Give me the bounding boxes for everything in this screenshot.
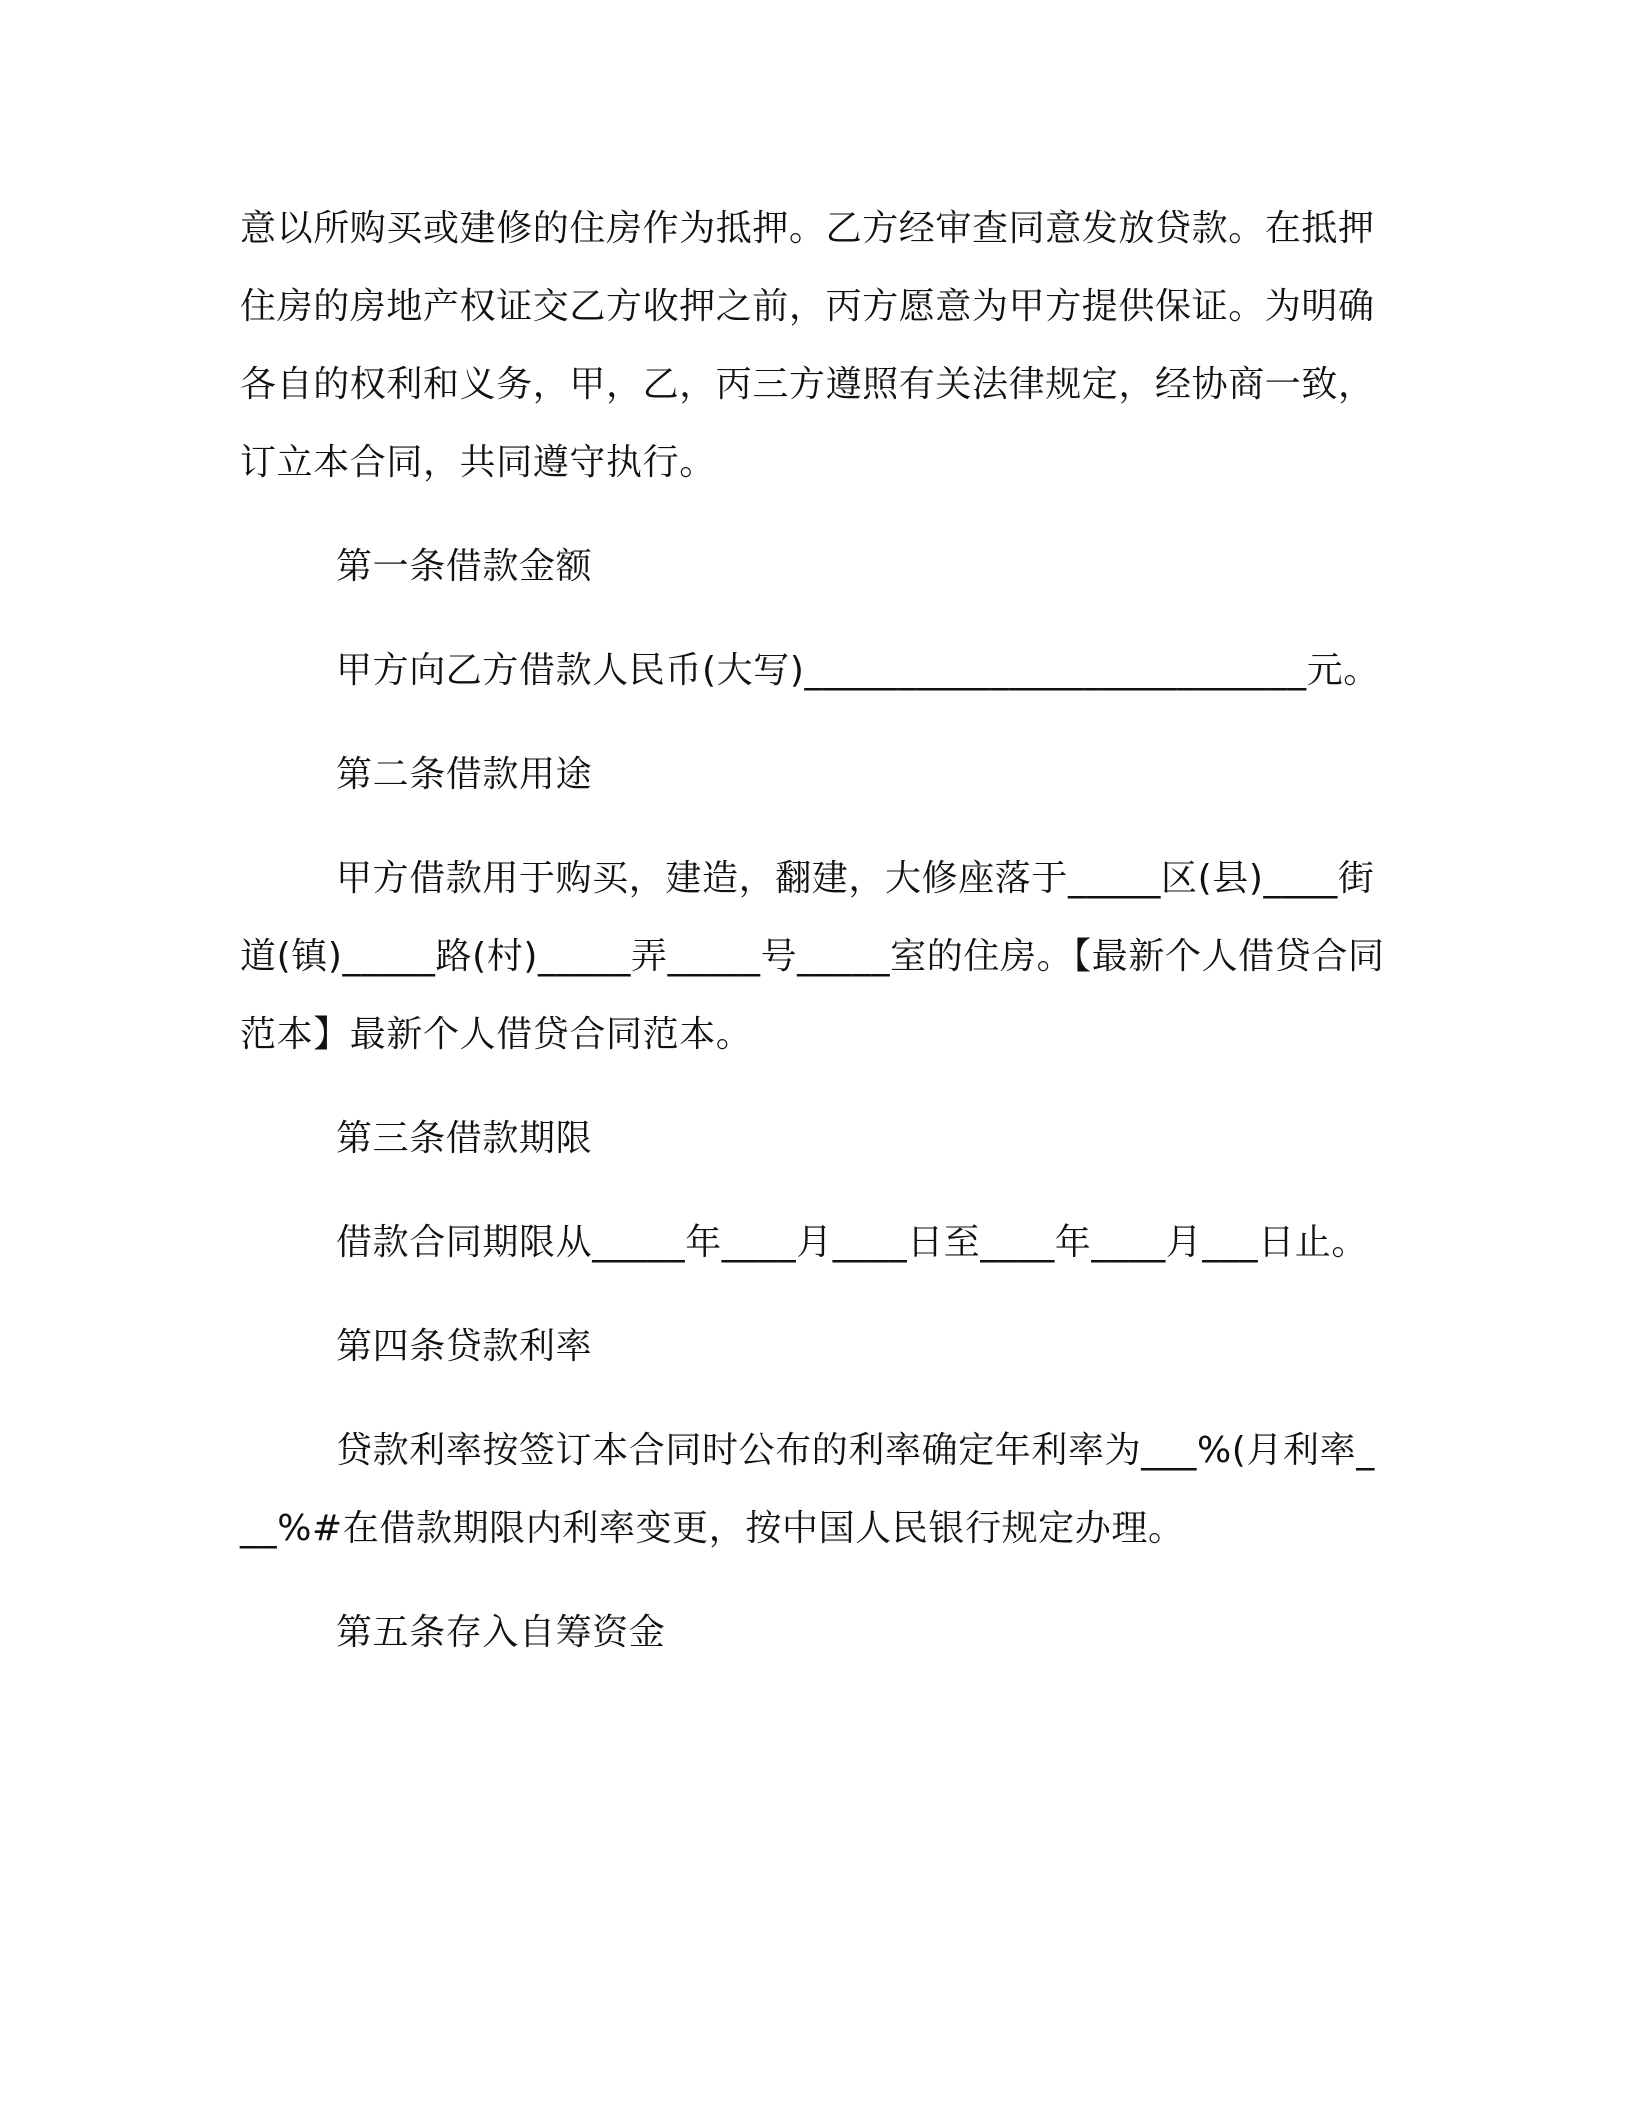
article-1-heading: 第一条借款金额	[336, 546, 593, 587]
document-content	[240, 190, 1390, 1672]
article-4-heading: 第四条贷款利率	[336, 1326, 593, 1367]
article-4-paragraph: 贷款利率按签订本合同时公布的利率确定年利率为___%(月利率___%#在借款期限内利率变更，按中国人民银行规定办理。	[240, 1430, 1375, 1549]
article-3-heading: 第三条借款期限	[336, 1118, 593, 1159]
article-2-paragraph: 甲方借款用于购买，建造，翻建，大修座落于_____区(县)____街道(镇)_____路(村)_____弄_____号_____室的住房。【最新个人借贷合同范本】最新个人借贷合同范本。	[240, 858, 1385, 1055]
article-2-heading: 第二条借款用途	[336, 754, 593, 795]
article-3-paragraph: 借款合同期限从_____年____月____日至____年____月___日止。	[336, 1222, 1368, 1263]
article-5-heading: 第五条存入自筹资金	[336, 1612, 666, 1653]
intro-paragraph: 意以所购买或建修的住房作为抵押。乙方经审查同意发放贷款。在抵押住房的房地产权证交乙方收押之前，丙方愿意为甲方提供保证。为明确各自的权利和义务，甲，乙，丙三方遵照有关法律规定，经协商一致，订立本合同，共同遵守执行。	[240, 208, 1375, 483]
article-1-paragraph: 甲方向乙方借款人民币(大写)___________________________元。	[336, 650, 1380, 691]
